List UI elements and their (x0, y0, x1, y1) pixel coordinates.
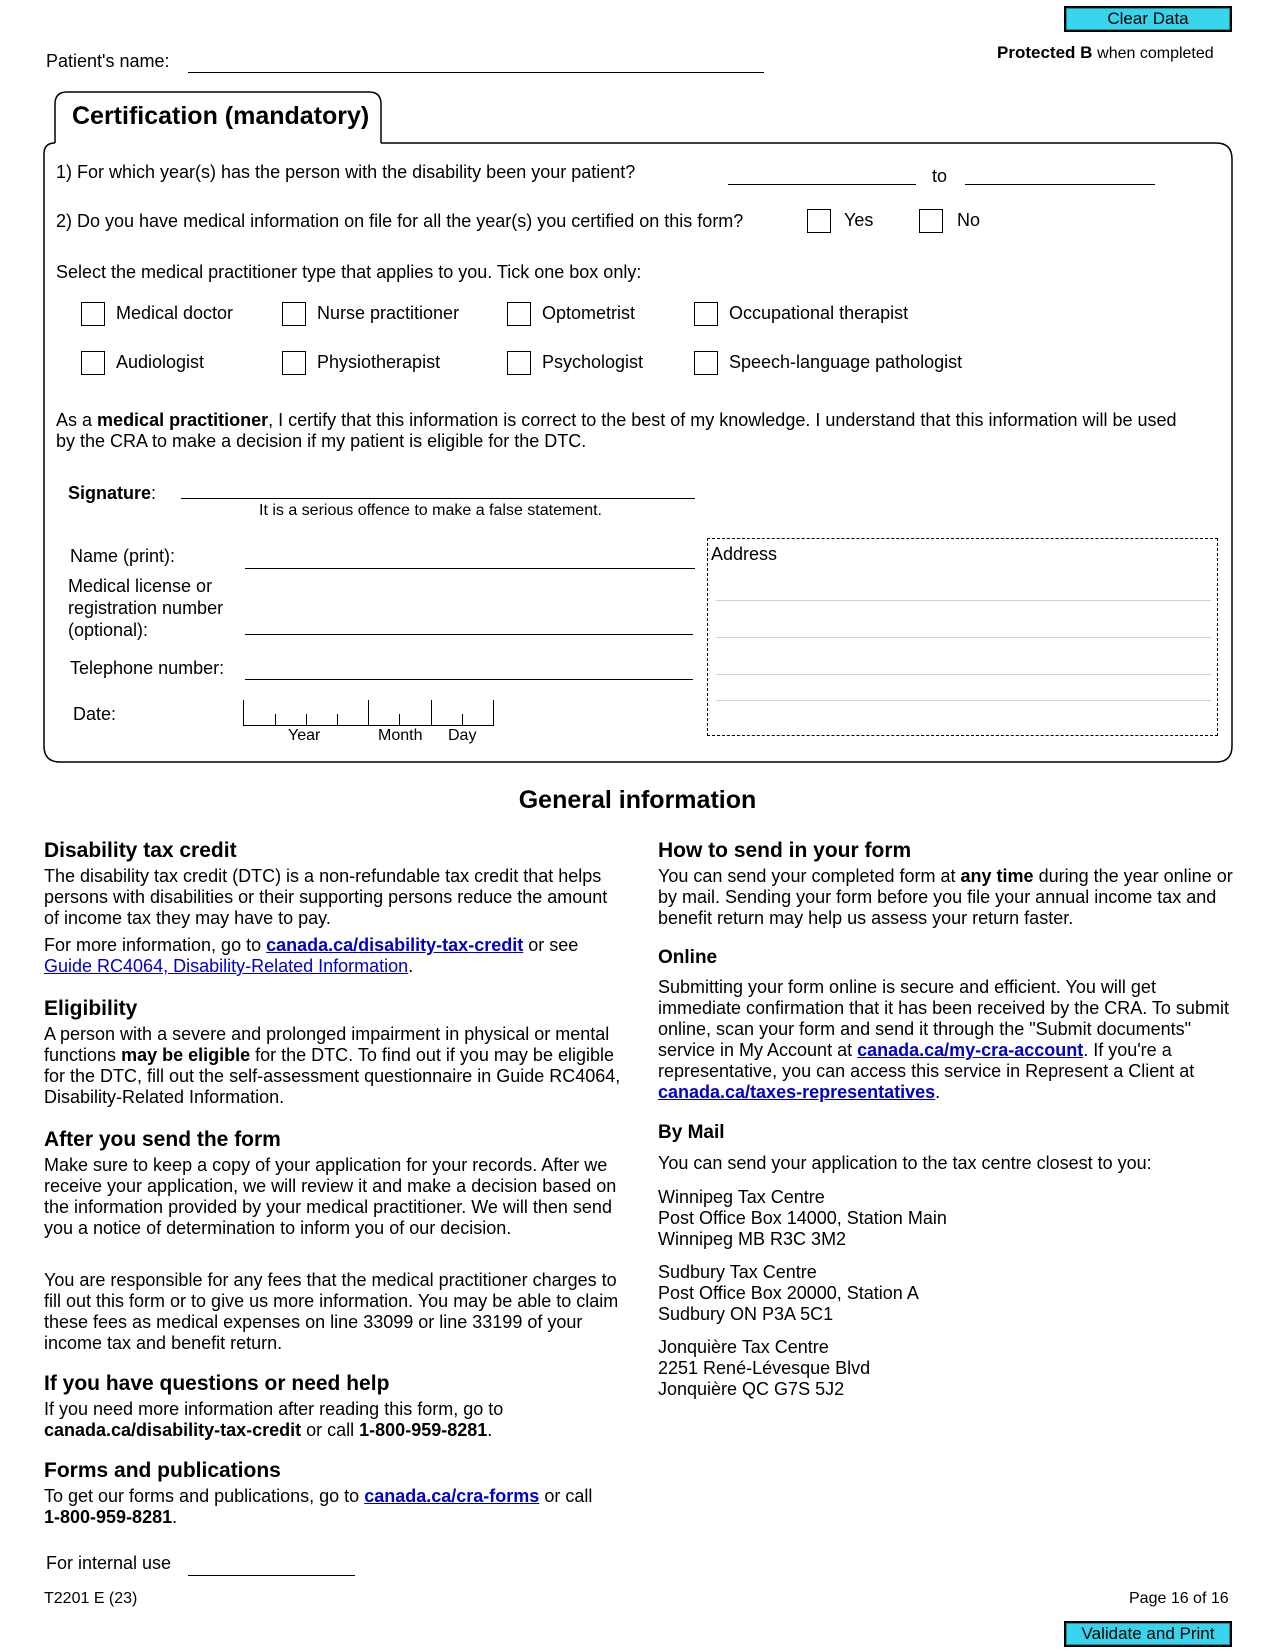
after-send-heading: After you send the form (44, 1128, 281, 1151)
audiologist-checkbox[interactable] (81, 351, 105, 375)
optometrist-label: Optometrist (542, 303, 636, 323)
date-label: Date: (73, 704, 117, 724)
name-print-field[interactable] (245, 568, 695, 569)
online-heading: Online (658, 947, 718, 968)
clear-data-button[interactable]: Clear Data (1064, 6, 1232, 32)
sudbury-tax-centre-address: Sudbury Tax Centre Post Office Box 20000, Station A Sudbury ON P3A 5C1 (658, 1262, 919, 1324)
q1-to-label: to (932, 166, 948, 186)
date-day-label: Day (448, 727, 477, 744)
date-month-label: Month (378, 727, 423, 744)
by-mail-heading: By Mail (658, 1122, 725, 1143)
q1-text: 1) For which year(s) has the person with the disability been your patient? (56, 162, 636, 182)
offence-note: It is a serious offence to make a false statement. (259, 502, 602, 519)
q2-no-checkbox[interactable] (919, 209, 943, 233)
eligibility-text: A person with a severe and prolonged impairment in physical or mental functions may be eligible for the DTC. To find out if you may be eligible for the DTC, fill out the self-assessment questionnaire in Guide RC4064, Disability-Related Information. (44, 1024, 621, 1107)
help-text: If you need more information after reading this form, go to canada.ca/disability-tax-credit or call 1-800-959-8281. (44, 1399, 504, 1440)
signature-field[interactable] (181, 498, 695, 499)
online-text: Submitting your form online is secure and efficient. You will get immediate confirmation that it has been received by the CRA. To submit online, scan your form and send it through the "Submit documents" service in My Account at canada.ca/my-cra-account. If you're a representative, you can access this service in Represent a Client at canada.ca/taxes-representatives. (658, 977, 1229, 1102)
nurse-practitioner-checkbox[interactable] (282, 302, 306, 326)
psychologist-checkbox[interactable] (507, 351, 531, 375)
general-info-title: General information (518, 786, 757, 814)
q1-to-field[interactable] (965, 184, 1155, 185)
occupational-therapist-checkbox[interactable] (694, 302, 718, 326)
certification-title: Certification (mandatory) (72, 102, 370, 130)
my-cra-account-link[interactable]: canada.ca/my-cra-account (857, 1040, 1084, 1060)
practitioner-instruction: Select the medical practitioner type that applies to you. Tick one box only: (56, 262, 642, 282)
guide-rc4064-link[interactable]: Guide RC4064, Disability-Related Information (44, 956, 409, 976)
audiologist-label: Audiologist (116, 352, 205, 372)
speech-language-pathologist-checkbox[interactable] (694, 351, 718, 375)
how-to-send-text: You can send your completed form at any time during the year online or by mail. Sending your form before you file your annual income tax and benefit return may help us assess your return faster. (658, 866, 1233, 928)
physiotherapist-label: Physiotherapist (317, 352, 441, 372)
jonquiere-tax-centre-address: Jonquière Tax Centre 2251 René-Lévesque Blvd Jonquière QC G7S 5J2 (658, 1337, 871, 1399)
date-year-label: Year (288, 727, 321, 744)
cra-forms-link[interactable]: canada.ca/cra-forms (364, 1486, 540, 1506)
eligibility-heading: Eligibility (44, 997, 138, 1020)
taxes-representatives-link[interactable]: canada.ca/taxes-representatives (658, 1082, 936, 1102)
protected-b-label: Protected B when completed (997, 43, 1214, 62)
psychologist-label: Psychologist (542, 352, 644, 372)
name-print-label: Name (print): (70, 546, 176, 566)
by-mail-intro: You can send your application to the tax centre closest to you: (658, 1153, 1152, 1173)
q2-text: 2) Do you have medical information on file for all the year(s) you certified on this form? (56, 211, 744, 231)
certification-statement: As a medical practitioner, I certify that this information is correct to the best of my knowledge. I understand that this information will be used by the CRA to make a decision if my patient is eligible for the DTC. (56, 410, 1177, 451)
occupational-therapist-label: Occupational therapist (729, 303, 909, 323)
address-box[interactable] (707, 538, 1218, 736)
optometrist-checkbox[interactable] (507, 302, 531, 326)
license-number-field[interactable] (245, 634, 693, 635)
telephone-field[interactable] (245, 679, 693, 680)
signature-label: Signature: (68, 483, 157, 503)
help-heading: If you have questions or need help (44, 1372, 390, 1395)
winnipeg-tax-centre-address: Winnipeg Tax Centre Post Office Box 14000, Station Main Winnipeg MB R3C 3M2 (658, 1187, 947, 1249)
validate-print-button[interactable]: Validate and Print (1064, 1621, 1232, 1647)
q2-yes-label: Yes (844, 210, 874, 230)
after-send-text-1: Make sure to keep a copy of your application for your records. After we receive your application, we will review it and make a decision based on the information provided by your medical practitioner. We will then send you a notice of determination to inform you of our decision. (44, 1155, 617, 1238)
dtc-link[interactable]: canada.ca/disability-tax-credit (266, 935, 524, 955)
internal-use-label: For internal use (46, 1553, 172, 1573)
medical-doctor-label: Medical doctor (116, 303, 234, 323)
dtc-more-info: For more information, go to canada.ca/disability-tax-credit or see Guide RC4064, Disability-Related Information. (44, 935, 579, 976)
page-number: Page 16 of 16 (1129, 1590, 1229, 1607)
license-label: Medical license or registration number (optional): (68, 576, 224, 640)
q1-from-field[interactable] (728, 184, 916, 185)
q2-no-label: No (957, 210, 981, 230)
forms-heading: Forms and publications (44, 1459, 281, 1482)
dtc-heading: Disability tax credit (44, 839, 237, 862)
internal-use-field[interactable] (188, 1575, 355, 1576)
dtc-text: The disability tax credit (DTC) is a non-refundable tax credit that helps persons with disabilities or their supporting persons reduce the amount of income tax they may have to pay. (44, 866, 608, 928)
patient-name-label: Patient's name: (46, 51, 170, 71)
forms-text: To get our forms and publications, go to canada.ca/cra-forms or call 1-800-959-8281. (44, 1486, 593, 1527)
address-label: Address (711, 544, 778, 564)
physiotherapist-checkbox[interactable] (282, 351, 306, 375)
after-send-text-2: You are responsible for any fees that the medical practitioner charges to fill out this form or to give us more information. You may be able to claim these fees as medical expenses on line 33099 or line 33199 of your income tax and benefit return. (44, 1270, 619, 1353)
q2-yes-checkbox[interactable] (807, 209, 831, 233)
telephone-label: Telephone number: (70, 658, 225, 678)
how-to-send-heading: How to send in your form (658, 839, 912, 862)
nurse-practitioner-label: Nurse practitioner (317, 303, 460, 323)
medical-doctor-checkbox[interactable] (81, 302, 105, 326)
speech-language-pathologist-label: Speech-language pathologist (729, 352, 963, 372)
form-id: T2201 E (23) (44, 1590, 138, 1607)
